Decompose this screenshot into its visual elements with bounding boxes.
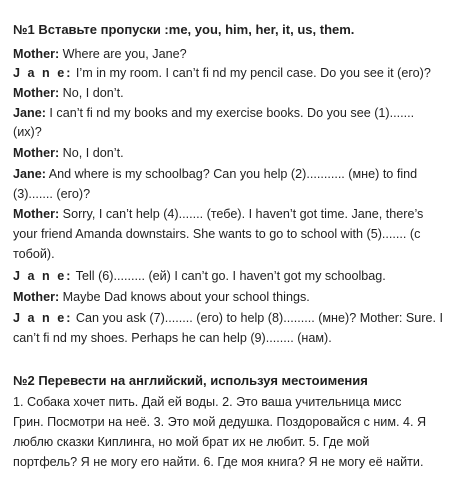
speaker: J a n e: — [13, 66, 73, 80]
speaker: Mother: — [13, 86, 60, 100]
line-text: Can you ask (7)........ (его) to help (8)......... (мне)? Mother: Sure. I — [72, 311, 443, 325]
line-text: Sorry, I can’t help (4)....... (тебе). I haven’t got time. Jane, there’s — [59, 207, 424, 221]
dialogue-line-continuation — [13, 225, 473, 243]
line-text: I’m in my room. I can’t fi nd my pencil case. Do you see it (его)? — [72, 66, 431, 80]
translation-line: люблю сказки Киплинга, но мой брат их не любит. 5. Где мой — [13, 435, 370, 449]
line-text: Maybe Dad knows about your school things. — [59, 290, 310, 304]
dialogue-line — [13, 309, 473, 327]
speaker: J a n e: — [13, 269, 73, 283]
line-text: No, I don’t. — [59, 146, 124, 160]
line-text: I can’t fi nd my books and my exercise books. Do you see (1)....... — [45, 106, 415, 120]
speaker: Mother: — [13, 207, 60, 221]
line-text: Where are you, Jane? — [59, 47, 187, 61]
translation-line: портфель? Я не могу его найти. 6. Где моя книга? Я не могу её найти. — [13, 455, 424, 469]
speaker: Jane: — [13, 106, 46, 120]
dialogue-line-continuation — [13, 185, 473, 203]
dialogue-line — [13, 84, 473, 102]
speaker: Mother: — [13, 146, 60, 160]
line-text: your friend Amanda downstairs. She wants to go to school with (5)....... (с — [13, 227, 421, 241]
dialogue-line — [13, 104, 473, 122]
dialogue-line-continuation — [13, 329, 473, 347]
dialogue-line — [13, 165, 473, 183]
dialogue-line — [13, 144, 473, 162]
dialogue-line-continuation — [13, 245, 473, 263]
line-text: And where is my schoolbag? Can you help (2)........... (мне) to find — [45, 167, 418, 181]
dialogue-line — [13, 288, 473, 306]
speaker: J a n e: — [13, 311, 73, 325]
line-text: тобой). — [13, 247, 55, 261]
line-text: (3)....... (его)? — [13, 187, 91, 201]
speaker: Jane: — [13, 167, 46, 181]
dialogue-line — [13, 205, 473, 223]
line-text: No, I don’t. — [59, 86, 124, 100]
speaker: Mother: — [13, 290, 60, 304]
dialogue-line — [13, 267, 473, 285]
translation-line: Грин. Посмотри на неё. 3. Это мой дедушка. Поздоровайся с ним. 4. Я — [13, 415, 427, 429]
exercise1-title: №1 Вставьте пропуски :me, you, him, her, it, us, them. — [13, 22, 355, 37]
translation-line: 1. Собака хочет пить. Дай ей воды. 2. Это ваша учительница мисс — [13, 395, 402, 409]
exercise2-title: №2 Перевести на английский, используя местоимения — [13, 373, 368, 388]
dialogue-line-continuation — [13, 123, 473, 141]
line-text: Tell (6)......... (ей) I can’t go. I haven’t got my schoolbag. — [72, 269, 386, 283]
line-text: can’t fi nd my shoes. Perhaps he can help (9)........ (нам). — [13, 331, 332, 345]
dialogue-line — [13, 64, 473, 82]
speaker: Mother: — [13, 47, 60, 61]
dialogue-line — [13, 45, 473, 63]
line-text: (их)? — [13, 125, 42, 139]
